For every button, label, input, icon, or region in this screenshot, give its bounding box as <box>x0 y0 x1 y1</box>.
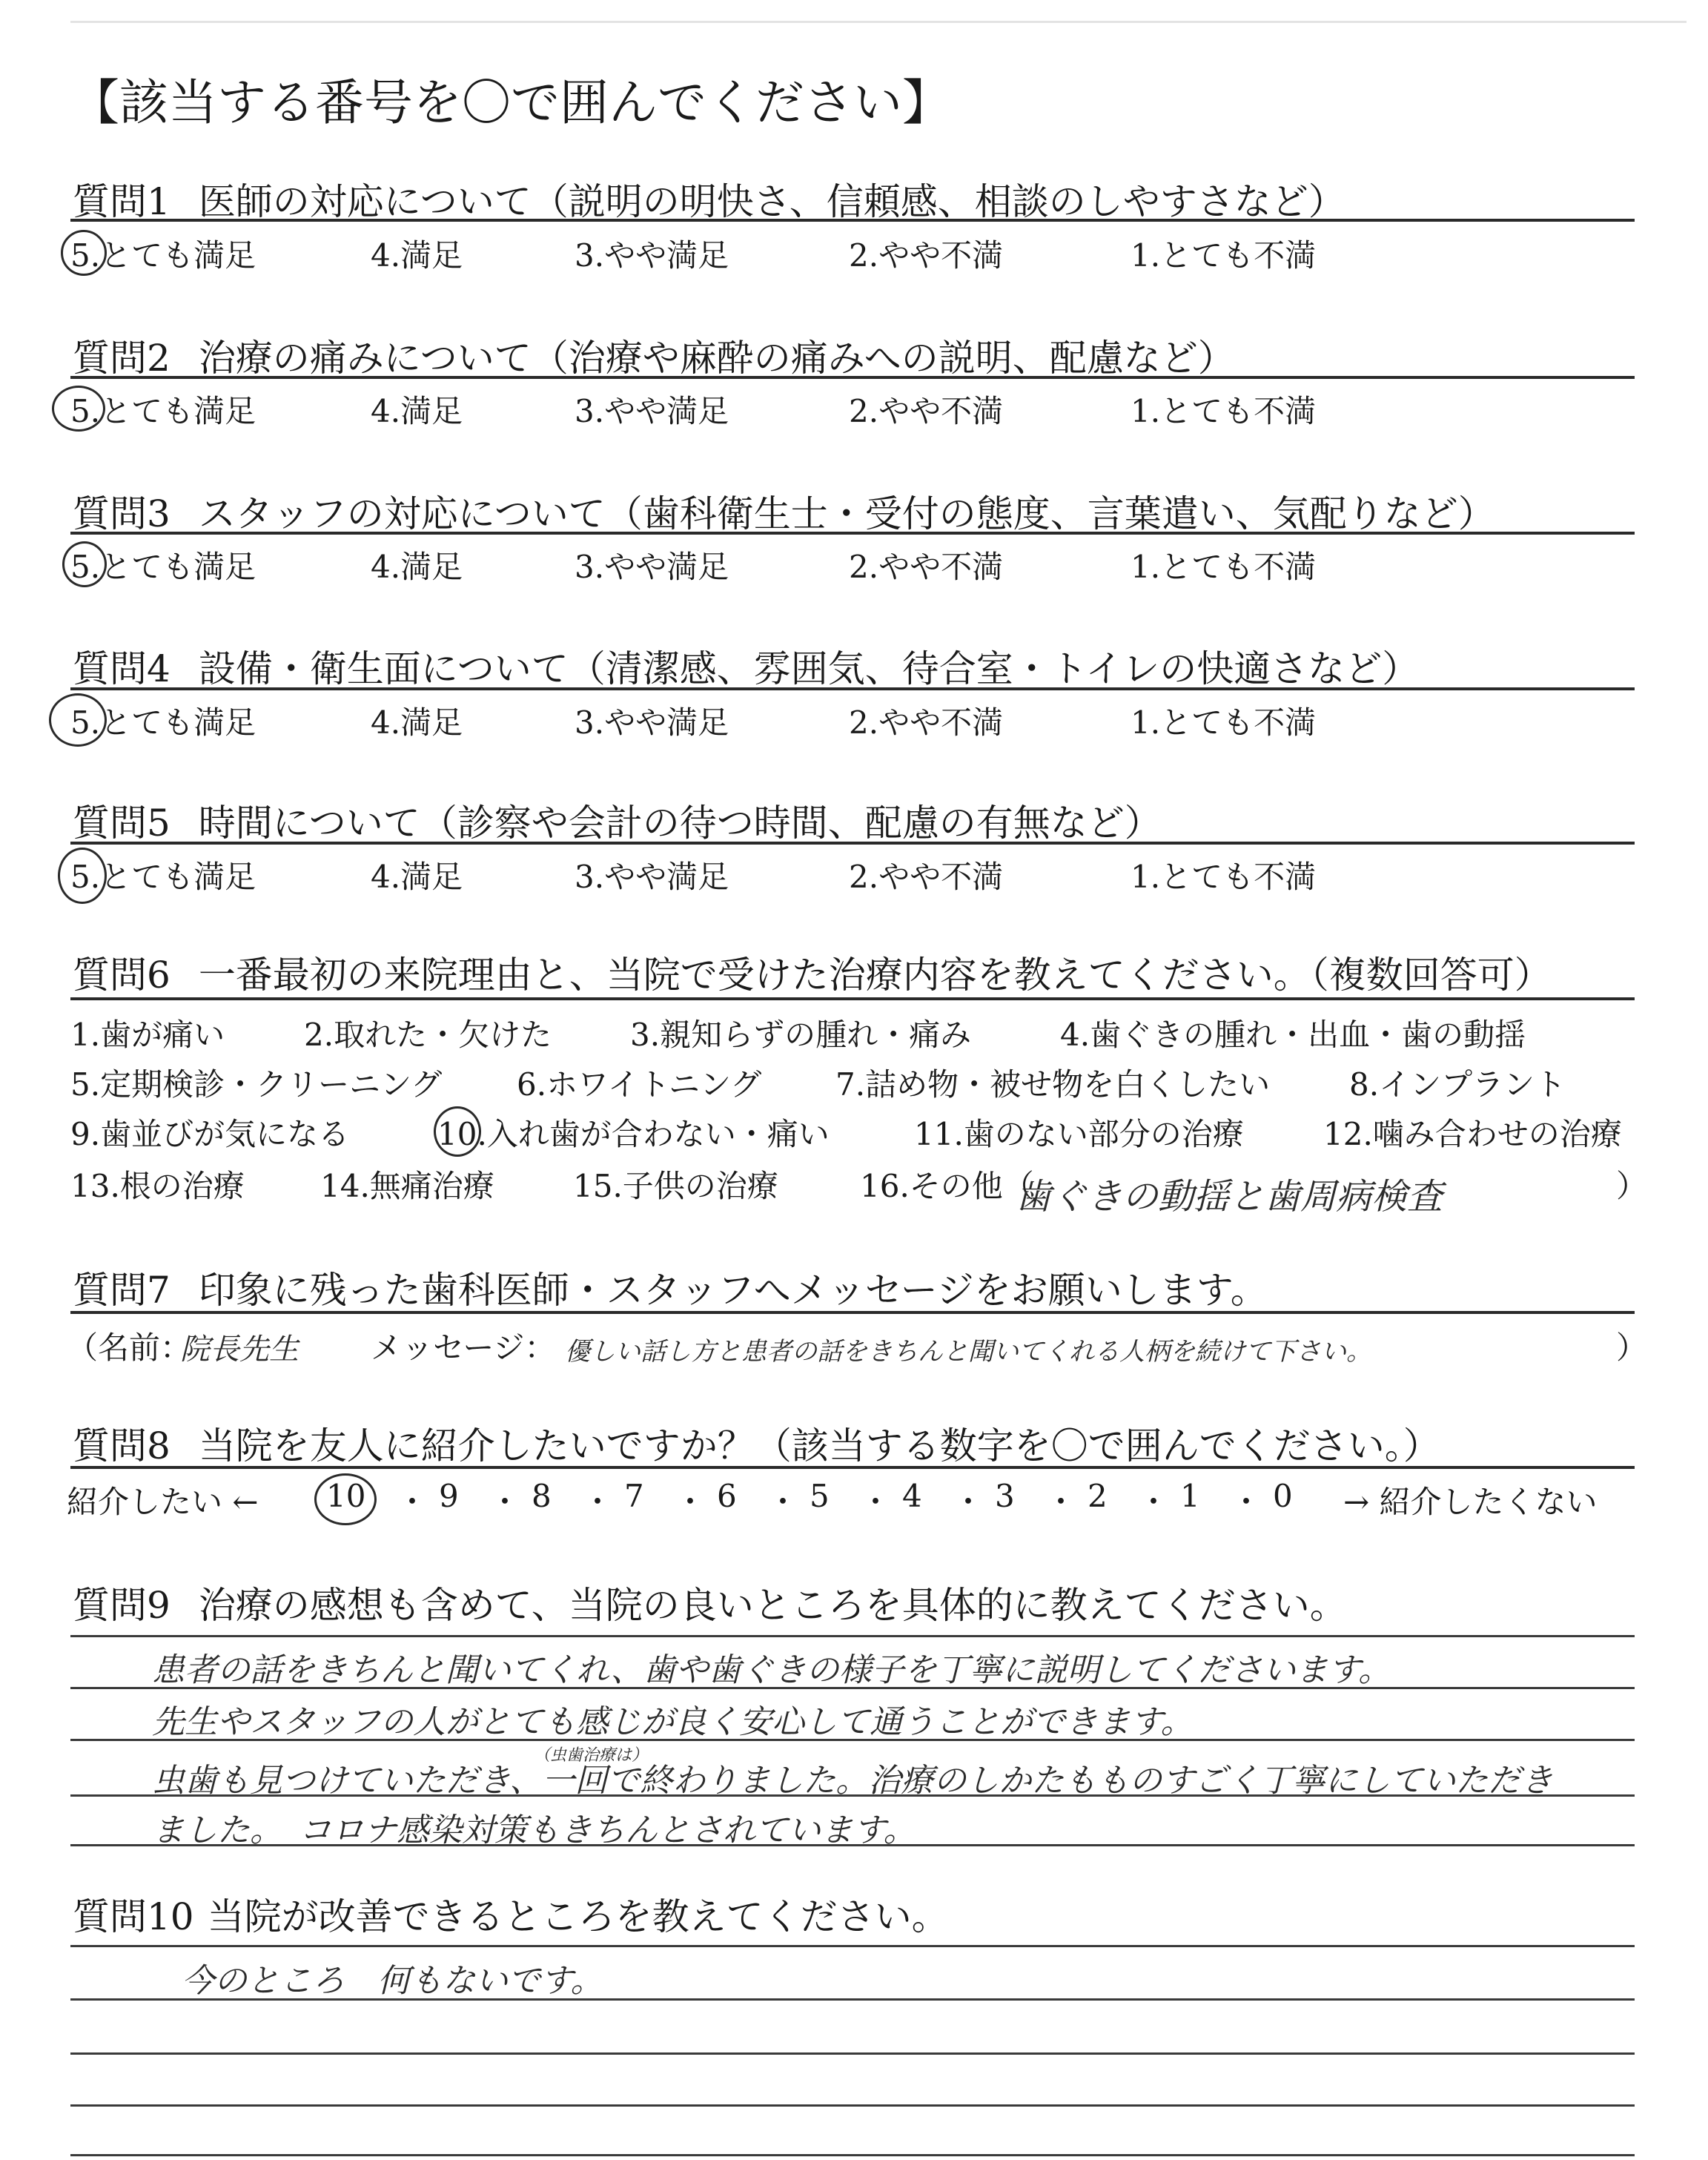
q3-label: 質問3 <box>73 492 171 535</box>
q3-option-2[interactable]: 2.やや不満 <box>849 549 1004 585</box>
q5-header <box>73 793 1162 847</box>
q3-text: スタッフの対応について（歯科衛生士・受付の態度、言葉遣い、気配りなど） <box>198 492 1495 535</box>
q8-scale-8[interactable]: 8 <box>532 1478 552 1514</box>
q6-other-close: ） <box>1616 1168 1648 1204</box>
q5-selected-circle <box>58 848 107 904</box>
q6-option-5[interactable]: 5.定期検診・クリーニング <box>70 1066 443 1103</box>
q8-scale-2[interactable]: 2 <box>1088 1478 1108 1514</box>
q6-rule <box>70 997 1635 1000</box>
q1-option-1[interactable]: 1.とても不満 <box>1131 237 1317 274</box>
q6-option-16[interactable]: 16.その他（ <box>860 1168 1034 1204</box>
q3-rule <box>70 532 1635 535</box>
q6-option-10[interactable]: 10.入れ歯が合わない・痛い <box>437 1116 830 1152</box>
q1-rule <box>70 219 1635 222</box>
q4-option-2[interactable]: 2.やや不満 <box>849 704 1004 741</box>
q5-rule <box>70 842 1635 845</box>
q4-text: 設備・衛生面について（清潔感、雰囲気、待合室・トイレの快適さなど） <box>198 647 1420 690</box>
q8-left-label: 紹介したい ← <box>67 1484 259 1520</box>
q10-answer-line-1[interactable]: 今のところ 何もないです。 <box>182 1962 603 2000</box>
q7-label: 質問7 <box>73 1269 171 1312</box>
q8-text: 当院を友人に紹介したいですか？（該当する数字を〇で囲んでください。） <box>198 1424 1440 1467</box>
q8-header <box>73 1416 1440 1470</box>
q6-label: 質問6 <box>73 954 171 997</box>
q2-option-1[interactable]: 1.とても不満 <box>1131 393 1317 429</box>
q8-scale-6[interactable]: 6 <box>717 1478 737 1514</box>
q1-option-3[interactable]: 3.やや満足 <box>575 237 729 274</box>
q4-option-3[interactable]: 3.やや満足 <box>575 704 729 741</box>
q8-scale-0[interactable]: 0 <box>1273 1478 1293 1514</box>
q10-line <box>70 2104 1635 2107</box>
q6-option-8[interactable]: 8.インプラント <box>1349 1066 1566 1103</box>
q10-label: 質問10 <box>73 1895 194 1938</box>
q9-answer-line-1[interactable]: 患者の話をきちんと聞いてくれ、歯や歯ぐきの様子を丁寧に説明してくださいます。 <box>152 1651 1391 1689</box>
q8-dot: ・ <box>860 1484 892 1520</box>
q6-option-3[interactable]: 3.親知らずの腫れ・痛み <box>630 1017 972 1053</box>
q4-option-4[interactable]: 4.満足 <box>371 704 463 741</box>
q6-option-1[interactable]: 1.歯が痛い <box>70 1017 225 1053</box>
page-title: 【該当する番号を〇で囲んでください】 <box>70 74 951 131</box>
q8-scale-5[interactable]: 5 <box>810 1478 830 1514</box>
q6-text: 一番最初の来院理由と、当院で受けた治療内容を教えてください。（複数回答可） <box>198 954 1552 997</box>
q7-name-label: （名前： <box>67 1330 192 1366</box>
q3-header <box>73 484 1495 538</box>
q4-option-5[interactable]: 5.とても満足 <box>70 704 256 741</box>
q3-option-5[interactable]: 5.とても満足 <box>70 549 256 585</box>
q6-option-6[interactable]: 6.ホワイトニング <box>517 1066 762 1103</box>
q2-label: 質問2 <box>73 337 171 380</box>
q10-line <box>70 2052 1635 2055</box>
q1-label: 質問1 <box>73 180 171 223</box>
q9-answer-line-3[interactable]: 虫歯も見つけていただき、一回で終わりました。治療のしかたもものすごく丁寧にしていただき <box>152 1762 1554 1800</box>
q1-option-4[interactable]: 4.満足 <box>371 237 463 274</box>
q6-option-4[interactable]: 4.歯ぐきの腫れ・出血・歯の動揺 <box>1060 1017 1526 1053</box>
q6-option-13[interactable]: 13.根の治療 <box>70 1168 245 1204</box>
q9-answer-line-4[interactable]: ました。 コロナ感染対策もきちんとされています。 <box>152 1811 916 1849</box>
q9-label: 質問9 <box>73 1584 171 1627</box>
q8-selected-circle <box>314 1473 377 1525</box>
q8-dot: ・ <box>1231 1484 1262 1520</box>
q7-name-answer[interactable]: 院長先生 <box>180 1332 299 1367</box>
q8-right-label: → 紹介したくない <box>1343 1484 1598 1520</box>
q6-option-2[interactable]: 2.取れた・欠けた <box>304 1017 552 1053</box>
q4-selected-circle <box>49 693 107 747</box>
q9-line <box>70 1635 1635 1637</box>
q6-option-12[interactable]: 12.噛み合わせの治療 <box>1323 1116 1622 1152</box>
q6-option-7[interactable]: 7.詰め物・被せ物を白くしたい <box>835 1066 1271 1103</box>
q5-text: 時間について（診察や会計の待つ時間、配慮の有無など） <box>198 802 1162 845</box>
q7-text: 印象に残った歯科医師・スタッフへメッセージをお願いします。 <box>198 1269 1268 1312</box>
q2-option-4[interactable]: 4.満足 <box>371 393 463 429</box>
q8-dot: ・ <box>582 1484 614 1520</box>
q5-option-4[interactable]: 4.満足 <box>371 859 463 895</box>
q9-annotation: （虫歯治療は） <box>534 1746 649 1765</box>
q10-line <box>70 1945 1635 1947</box>
q7-message-answer[interactable]: 優しい話し方と患者の話をきちんと聞いてくれる人柄を続けて下さい。 <box>565 1337 1371 1367</box>
q8-dot: ・ <box>675 1484 706 1520</box>
q5-option-1[interactable]: 1.とても不満 <box>1131 859 1317 895</box>
q3-option-4[interactable]: 4.満足 <box>371 549 463 585</box>
q1-header <box>73 172 1345 225</box>
q8-dot: ・ <box>1138 1484 1170 1520</box>
q8-scale-9[interactable]: 9 <box>439 1478 459 1514</box>
q10-header <box>73 1887 949 1941</box>
q2-rule <box>70 376 1635 379</box>
q2-selected-circle <box>52 386 105 432</box>
q1-option-2[interactable]: 2.やや不満 <box>849 237 1004 274</box>
top-edge <box>70 21 1687 23</box>
q4-option-1[interactable]: 1.とても不満 <box>1131 704 1317 741</box>
q2-option-3[interactable]: 3.やや満足 <box>575 393 729 429</box>
q10-line <box>70 2154 1635 2156</box>
q3-selected-circle <box>62 541 107 587</box>
q1-option-5[interactable]: 5.とても満足 <box>70 237 256 274</box>
q9-header <box>73 1576 1347 1629</box>
q8-scale-1[interactable]: 1 <box>1180 1478 1200 1514</box>
q4-header <box>73 639 1419 693</box>
q6-other-answer[interactable]: 歯ぐきの動揺と歯周病検査 <box>1016 1176 1443 1218</box>
q7-header <box>73 1261 1268 1314</box>
q2-text: 治療の痛みについて（治療や麻酔の痛みへの説明、配慮など） <box>198 337 1235 380</box>
q8-scale-4[interactable]: 4 <box>902 1478 922 1514</box>
q8-dot: ・ <box>767 1484 799 1520</box>
q6-option-11[interactable]: 11.歯のない部分の治療 <box>914 1116 1244 1152</box>
q8-dot: ・ <box>1045 1484 1077 1520</box>
q7-message-label: メッセージ： <box>371 1330 556 1366</box>
q3-option-3[interactable]: 3.やや満足 <box>575 549 729 585</box>
q8-scale-10[interactable]: 10 <box>326 1478 366 1514</box>
q8-label: 質問8 <box>73 1424 171 1467</box>
q8-scale-7[interactable]: 7 <box>624 1478 644 1514</box>
q1-text: 医師の対応について（説明の明快さ、信頼感、相談のしやすさなど） <box>198 180 1345 223</box>
q5-label: 質問5 <box>73 802 171 845</box>
q5-option-5[interactable]: 5.とても満足 <box>70 859 256 895</box>
q4-label: 質問4 <box>73 647 171 690</box>
q9-answer-line-2[interactable]: 先生やスタッフの人がとても感じが良く安心して通うことができます。 <box>152 1703 1194 1741</box>
q8-scale-3[interactable]: 3 <box>995 1478 1015 1514</box>
q8-dot: ・ <box>489 1484 521 1520</box>
q2-option-5[interactable]: 5.とても満足 <box>70 393 256 429</box>
q6-header <box>73 945 1552 999</box>
q6-option-9[interactable]: 9.歯並びが気になる <box>70 1116 350 1152</box>
q6-selected-circle <box>434 1106 481 1157</box>
q6-option-14[interactable]: 14.無痛治療 <box>320 1168 494 1204</box>
q8-dot: ・ <box>953 1484 984 1520</box>
q7-rule <box>70 1311 1635 1314</box>
q2-option-2[interactable]: 2.やや不満 <box>849 393 1004 429</box>
q4-rule <box>70 687 1635 690</box>
q2-header <box>73 328 1235 382</box>
q10-text: 当院が改善できるところを教えてください。 <box>207 1895 949 1938</box>
q6-option-15[interactable]: 15.子供の治療 <box>573 1168 778 1204</box>
q7-close: ） <box>1616 1330 1648 1366</box>
q3-option-1[interactable]: 1.とても不満 <box>1131 549 1317 585</box>
q8-rule <box>70 1466 1635 1469</box>
q5-option-2[interactable]: 2.やや不満 <box>849 859 1004 895</box>
q9-text: 治療の感想も含めて、当院の良いところを具体的に教えてください。 <box>198 1584 1347 1627</box>
q8-dot: ・ <box>397 1484 428 1520</box>
q5-option-3[interactable]: 3.やや満足 <box>575 859 729 895</box>
q1-selected-circle <box>61 230 107 276</box>
